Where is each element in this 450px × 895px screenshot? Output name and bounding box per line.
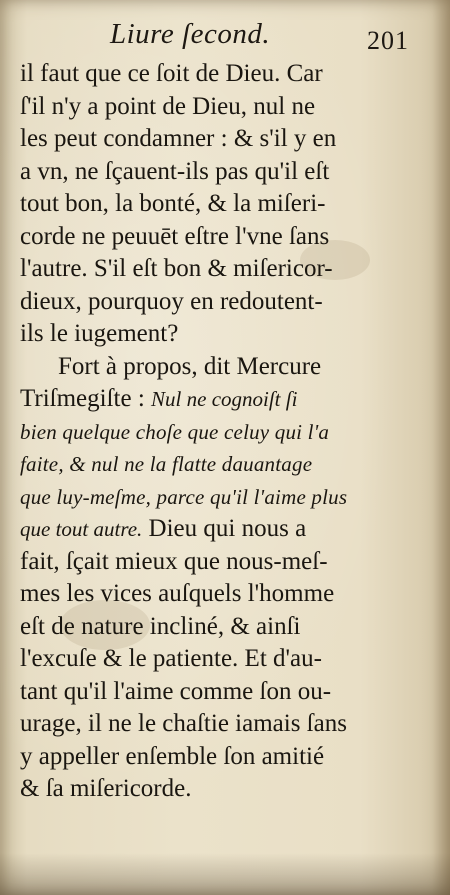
- text-line: tant qu'il l'aime comme ſon ou-: [20, 677, 332, 705]
- quotation-line: que luy-meſme, parce qu'il l'aime plus: [20, 484, 348, 509]
- paragraph-start-line: Fort à propos, dit Mercure: [58, 352, 322, 380]
- page-number: 201: [367, 26, 409, 55]
- text-roman: Dieu qui nous a: [142, 515, 307, 542]
- text-line: tout bon, la bonté, & la miſeri-: [20, 190, 326, 217]
- page-header: [0, 18, 450, 58]
- quotation-line: bien quelque choſe que celuy qui l'a: [20, 419, 330, 444]
- text-line: ſ'il n'y a point de Dieu, nul ne: [20, 92, 316, 120]
- text-line: [20, 513, 420, 546]
- text-roman: Triſmegiſte :: [20, 385, 152, 412]
- page-bottom-shadow: [0, 853, 450, 895]
- text-line: les peut condamner : & s'il y en: [20, 125, 337, 152]
- text-line: l'excuſe & le patiente. Et d'au-: [20, 645, 322, 672]
- text-line: a vn, ne ſçauent-ils pas qu'il eſt: [20, 157, 330, 185]
- body-text: [20, 58, 420, 806]
- text-line: l'autre. S'il eſt bon & miſericor-: [20, 255, 333, 282]
- text-line: y appeller enſemble ſon amitié: [20, 742, 325, 770]
- text-line: eſt de nature incliné, & ainſi: [20, 612, 301, 640]
- text-line: dieux, pourquoy en redoutent-: [20, 287, 323, 315]
- text-line: corde ne peuuēt eſtre l'vne ſans: [20, 222, 330, 250]
- text-line: [20, 383, 420, 416]
- text-line: ils le iugement?: [20, 320, 179, 347]
- text-line: urage, il ne le chaſtie iamais ſans: [20, 710, 347, 737]
- text-line: il faut que ce ſoit de Dieu. Car: [20, 60, 323, 87]
- quotation-line: faite, & nul ne la flatte dauantage: [20, 452, 313, 476]
- running-title: Liure ſecond.: [110, 18, 271, 50]
- quotation-italic: que tout autre.: [20, 517, 143, 541]
- text-line: fait, ſçait mieux que nous-meſ-: [20, 547, 328, 575]
- quotation-italic: Nul ne cognoiſt ſi: [151, 387, 298, 411]
- text-line: & ſa miſericorde.: [20, 775, 192, 802]
- text-line: mes les vices auſquels l'homme: [20, 580, 335, 607]
